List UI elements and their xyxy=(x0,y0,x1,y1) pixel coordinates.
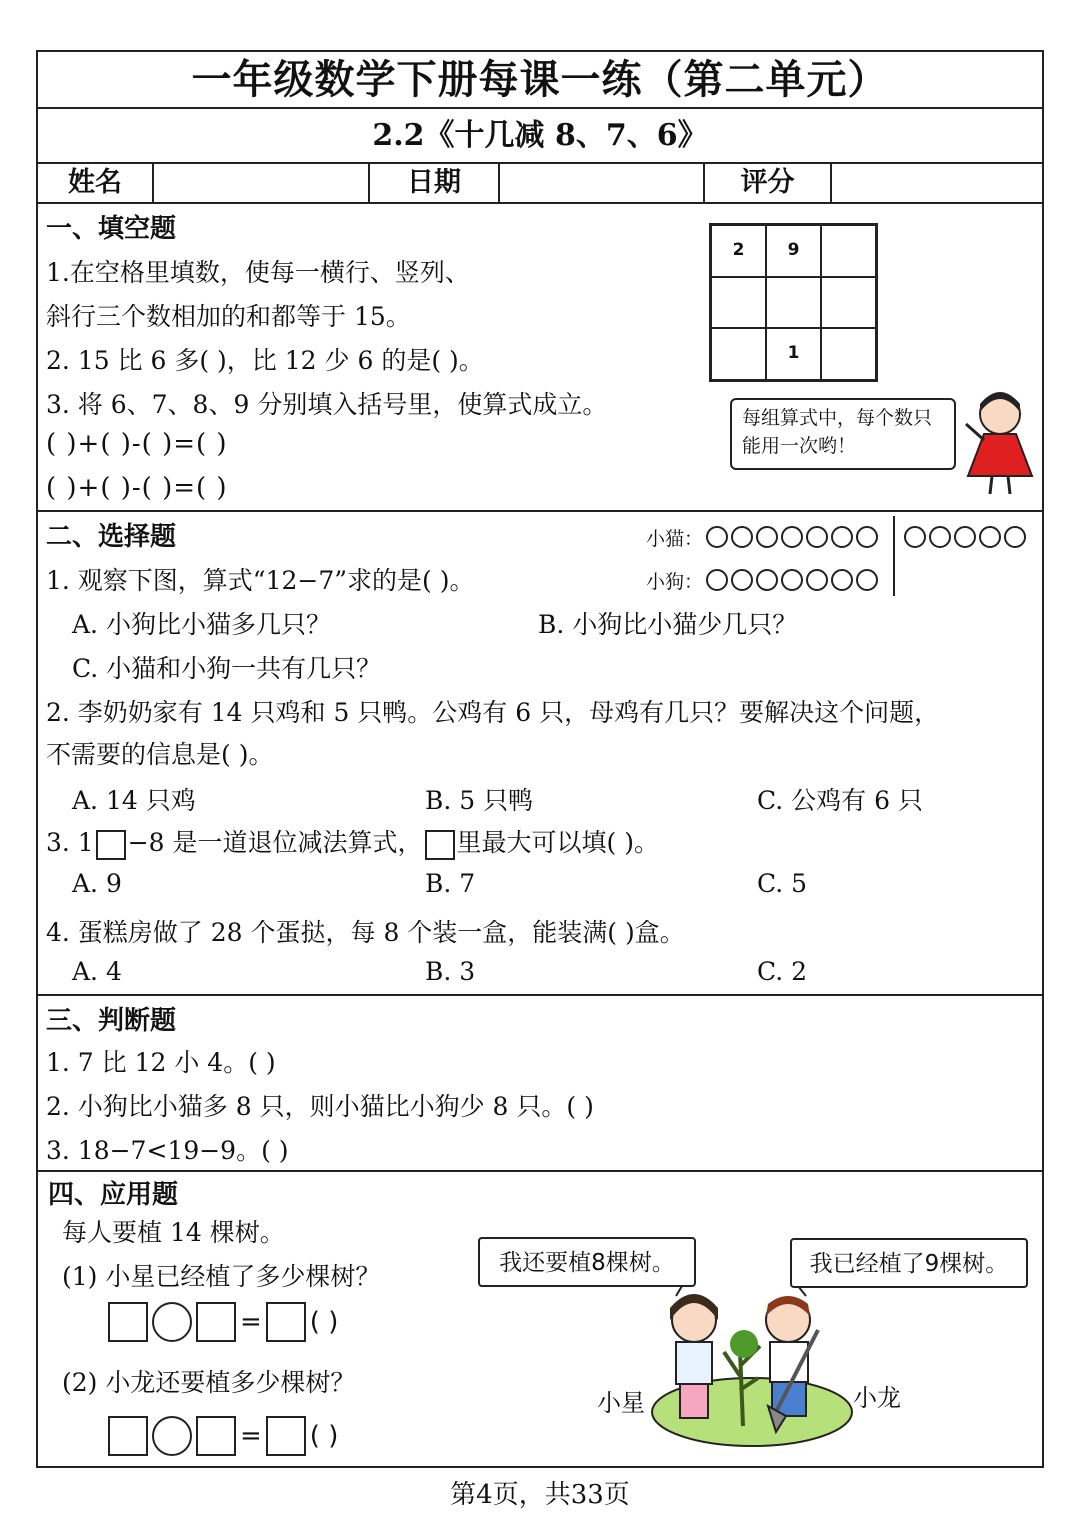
grid-cell[interactable] xyxy=(711,277,766,329)
unit-paren: ( ) xyxy=(309,1421,339,1451)
divider xyxy=(36,107,1044,109)
lesson-subtitle: 2.2《十几减 8、7、6》 xyxy=(372,118,708,153)
option-b[interactable]: B. 7 xyxy=(425,869,476,898)
operator-circle[interactable] xyxy=(152,1302,192,1342)
cat-circle xyxy=(806,526,828,548)
dog-circles xyxy=(706,569,878,591)
option-b[interactable]: B. 小狗比小猫少几只？ xyxy=(538,610,798,639)
dog-circle xyxy=(731,569,753,591)
section-heading: 四、应用题 xyxy=(48,1180,179,1210)
answer-box[interactable] xyxy=(196,1416,236,1456)
tree-planting-illustration xyxy=(648,1286,858,1450)
section-heading: 一、填空题 xyxy=(46,214,177,244)
answer-box[interactable] xyxy=(108,1416,148,1456)
question-text: 1. 7 比 12 小 4。( ) xyxy=(46,1048,276,1077)
dog-label: 小狗： xyxy=(646,571,704,593)
question-text: 2. 小狗比小猫多 8 只，则小猫比小狗少 8 只。( ) xyxy=(46,1092,594,1121)
cat-circle xyxy=(904,526,926,548)
option-c[interactable]: C. 小猫和小狗一共有几只？ xyxy=(72,654,382,683)
character-name-right: 小龙 xyxy=(853,1384,901,1412)
blank-box[interactable] xyxy=(96,830,126,860)
grid-cell[interactable]: 2 xyxy=(711,225,766,277)
answer-box[interactable] xyxy=(266,1302,306,1342)
magic-square xyxy=(709,223,878,382)
answer-equation xyxy=(108,1302,338,1342)
option-b[interactable]: B. 3 xyxy=(425,957,476,986)
cat-circle xyxy=(706,526,728,548)
grid-cell[interactable] xyxy=(711,328,766,380)
date-label: 日期 xyxy=(407,167,461,198)
grid-cell[interactable] xyxy=(821,328,876,380)
dog-circle xyxy=(781,569,803,591)
blank-box[interactable] xyxy=(425,830,455,860)
answer-box[interactable] xyxy=(266,1416,306,1456)
page-title: 一年级数学下册每课一练（第二单元） xyxy=(191,56,889,103)
dog-circle xyxy=(756,569,778,591)
cat-circle xyxy=(979,526,1001,548)
cat-circle xyxy=(856,526,878,548)
grid-cell[interactable] xyxy=(766,277,821,329)
cat-circles xyxy=(706,526,878,548)
option-c[interactable]: C. 公鸡有 6 只 xyxy=(757,786,923,815)
q3-suffix: 里最大可以填( )。 xyxy=(456,828,659,857)
dog-circle xyxy=(806,569,828,591)
hint-bubble: 每组算式中，每个数只能用一次哟！ xyxy=(730,398,956,470)
question-text: 4. 蛋糕房做了 28 个蛋挞，每 8 个装一盒，能装满( )盒。 xyxy=(46,918,685,947)
dog-circle xyxy=(856,569,878,591)
divider xyxy=(36,202,1044,204)
q3-prefix: 3. 1 xyxy=(46,828,94,857)
grid-cell[interactable] xyxy=(821,225,876,277)
option-c[interactable]: C. 2 xyxy=(757,957,808,986)
q3-mid: −8 是一道退位减法算式， xyxy=(127,828,423,857)
question-text: 3. 将 6、7、8、9 分别填入括号里，使算式成立。 xyxy=(46,390,608,419)
speech-bubble-right: 我已经植了9棵树。 xyxy=(790,1238,1028,1288)
dog-circle xyxy=(706,569,728,591)
operator-circle[interactable] xyxy=(152,1416,192,1456)
question-text: 3. 18−7<19−9。( ) xyxy=(46,1136,289,1165)
section-heading: 三、判断题 xyxy=(46,1006,177,1036)
option-a[interactable]: A. 小狗比小猫多几只？ xyxy=(72,610,331,639)
cat-circle xyxy=(731,526,753,548)
cat-circle xyxy=(954,526,976,548)
question-text: 2. 15 比 6 多( )，比 12 少 6 的是( )。 xyxy=(46,346,484,375)
cat-label: 小猫： xyxy=(646,528,704,550)
equation-line: ( )+( )-( )=( ) xyxy=(46,473,228,503)
divider xyxy=(36,510,1044,512)
equals-sign: = xyxy=(240,1307,262,1337)
question-text xyxy=(46,823,659,860)
cat-circle xyxy=(756,526,778,548)
question-text: 1. 观察下图，算式“12−7”求的是( )。 xyxy=(46,566,475,595)
question-text: (2) 小龙还要植多少棵树？ xyxy=(62,1368,356,1397)
date-field[interactable] xyxy=(500,164,702,202)
cat-circle xyxy=(1004,526,1026,548)
question-text: 2. 李奶奶家有 14 只鸡和 5 只鸭。公鸡有 6 只，母鸡有几只？要解决这个问题， xyxy=(46,698,940,727)
cat-circles-extra xyxy=(904,526,1026,548)
grid-cell[interactable]: 9 xyxy=(766,225,821,277)
character-name-left: 小星 xyxy=(597,1389,645,1417)
answer-box[interactable] xyxy=(196,1302,236,1342)
answer-equation xyxy=(108,1416,338,1456)
option-b[interactable]: B. 5 只鸭 xyxy=(425,786,534,815)
cat-circle xyxy=(781,526,803,548)
unit-paren: ( ) xyxy=(309,1307,339,1337)
grid-cell[interactable]: 1 xyxy=(766,328,821,380)
girl-illustration xyxy=(954,384,1040,500)
problem-intro: 每人要植 14 棵树。 xyxy=(62,1218,285,1247)
option-a[interactable]: A. 4 xyxy=(72,957,122,986)
option-a[interactable]: A. 9 xyxy=(72,869,122,898)
divider xyxy=(36,994,1044,996)
divider xyxy=(893,516,895,596)
question-text: 不需要的信息是( )。 xyxy=(46,740,274,769)
answer-box[interactable] xyxy=(108,1302,148,1342)
grid-cell[interactable] xyxy=(821,277,876,329)
question-text: 斜行三个数相加的和都等于 15。 xyxy=(46,302,411,331)
section-heading: 二、选择题 xyxy=(46,522,177,552)
speech-bubble-left: 我还要植8棵树。 xyxy=(478,1237,696,1287)
question-text: 1.在空格里填数，使每一横行、竖列、 xyxy=(46,258,470,287)
page-footer: 第4页，共33页 xyxy=(450,1480,630,1510)
option-a[interactable]: A. 14 只鸡 xyxy=(72,786,196,815)
score-field[interactable] xyxy=(832,164,1042,202)
option-c[interactable]: C. 5 xyxy=(757,869,808,898)
name-field[interactable] xyxy=(154,164,366,202)
dog-circle xyxy=(831,569,853,591)
question-text: (1) 小星已经植了多少棵树？ xyxy=(62,1262,381,1291)
cat-circle xyxy=(831,526,853,548)
score-label: 评分 xyxy=(740,167,795,198)
name-label: 姓名 xyxy=(68,167,122,198)
equals-sign: = xyxy=(240,1421,262,1451)
divider xyxy=(36,1170,1044,1172)
cat-circle xyxy=(929,526,951,548)
equation-line: ( )+( )-( )=( ) xyxy=(46,429,228,459)
